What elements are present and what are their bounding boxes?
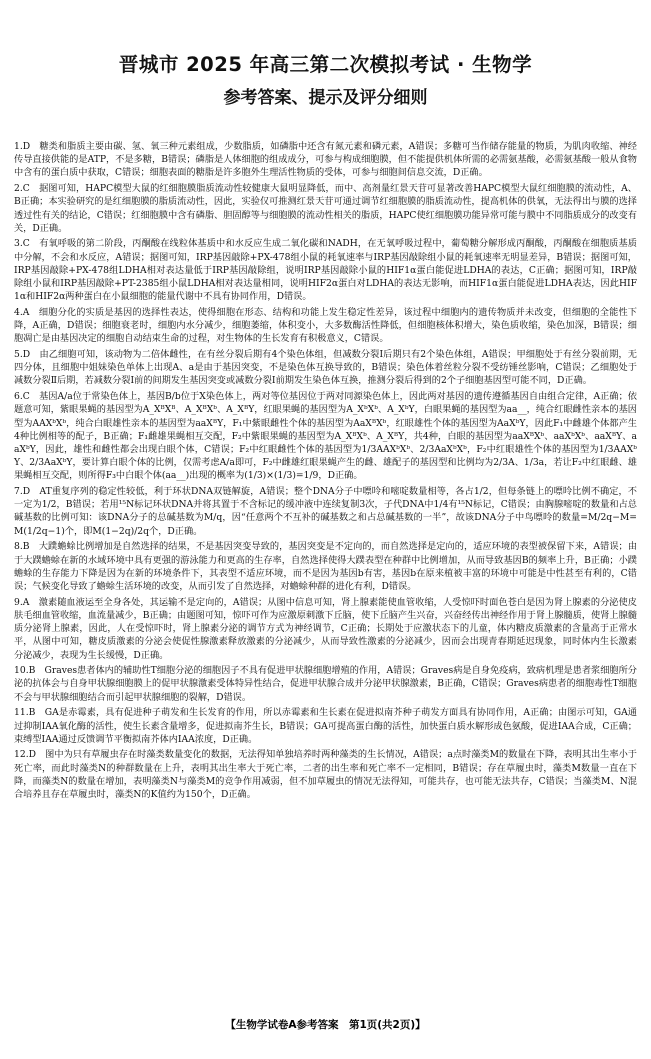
- answer-item-9: 9.A 激素随血液运至全身各处，其运输不是定向的，A错误；从图中信息可知，肾上腺素能使血管收缩，人受惊吓时面色苍白是因为肾上腺素的分泌使皮肤毛细血管收缩，血流量减少，B正确；由题图可知，惊吓可作为应激原刺激下丘脑，使下丘脑产生兴奋，兴奋经传出神经作用于肾上腺髓质，使肾上腺髓质分泌肾上腺素，因此，人在受惊吓时，肾上腺素分泌的调节方式为神经调节，C正确；长期处于应激状态下的儿童，体内糖皮质激素的含量高于正常水平，从图中可知，糖皮质激素的分泌会使促性腺激素释放激素的分泌减少，从而导致性激素的分泌减少，因而会出现青春期延迟现象，同时体内生长激素分泌减少，表现为生长缓慢，D正确。: [14, 596, 637, 661]
- answer-item-10: 10.B Graves患者体内的辅助性T细胞分泌的细胞因子不具有促进甲状腺细胞增殖的作用，A错误；Graves病是自身免疫病，致病机理是患者浆细胞所分泌的抗体会与自身甲状腺细胞膜上的促甲状腺激素受体特异性结合，促进甲状腺合成并分泌甲状腺激素，B正确，C错误；Graves病患者的细胞毒性T细胞不会与甲状腺细胞结合而引起甲状腺细胞的裂解，D错误。: [14, 665, 637, 703]
- answer-item-8: 8.B 大蹼蟾蜍比例增加是自然选择的结果，不是基因突变导致的，基因突变是不定向的，而自然选择是定向的，适应环境的表型被保留下来，A错误；由于大蹼蟾蜍在新的水域环境中具有更强的游泳能力和更高的生存率，自然选择使得大蹼表型在种群中比例增加，从而导致基因B的频率上升，B正确；小蹼蟾蜍的生存能力下降是因为在新的环境条件下，其表型不适应环境，而不是因为基因b有害，基因b在原来植被丰富的环境中可能是中性甚至有利的，C错误；气候变化导致了蟾蜍生活环境的改变，从而引发了自然选择，对蟾蜍种群的进化有利，D错误。: [14, 541, 637, 592]
- answer-list: [14, 140, 637, 801]
- answer-item-3: 3.C 有氧呼吸的第二阶段，丙酮酸在线粒体基质中和水反应生成二氧化碳和NADH，在无氧呼吸过程中，葡萄糖分解形成丙酮酸，丙酮酸在细胞质基质中分解，不会和水反应，A错误；据图可知，IRP基因敲除+PX-478组小鼠的耗氧速率与IRP基因敲除组小鼠的耗氧速率无明显差异，B错误；据图可知，IRP基因敲除+PX-478组LDHA相对表达量低于IRP基因敲除组，说明IRP基因敲除小鼠的HIF1α蛋白能促进LDHA的表达，C正确；据图可知，IRP敲除组小鼠和IRP基因敲除+PT-2385组小鼠LDHA相对表达量相同，说明HIF2α蛋白对LDHA的表达无影响，而HIF1α蛋白能促进LDHA表达，因此HIF1α和HIF2α两种蛋白在小鼠细胞的能量代谢中不具有协同作用，D错误。: [14, 238, 637, 303]
- page-footer: 【生物学试卷A参考答案 第1页(共2页)】: [225, 1019, 426, 1031]
- answer-item-1: 1.D 糖类和脂质主要由碳、氢、氧三种元素组成，少数脂质，如磷脂中还含有氮元素和磷元素，A错误；多糖可当作储存能量的物质，为肌肉收缩、神经传导直接供能的是ATP，不是多糖，B错误；磷脂是人体细胞的组成成分，可参与构成细胞膜，但不能提供机体所需的必需氨基酸，必需氨基酸一般从食物中含有的蛋白质中获取，C错误；细胞表面的糖脂是许多胞外生理活性物质的受体，可参与细胞间信息交流，D正确。: [14, 141, 637, 179]
- page-title: 晋城市 2025 年高三第二次模拟考试 · 生物学: [118, 53, 533, 76]
- answer-item-4: 4.A 细胞分化的实质是基因的选择性表达，使得细胞在形态、结构和功能上发生稳定性差异，该过程中细胞内的遗传物质并未改变，但细胞的全能性下降，A正确，D错误；细胞衰老时，细胞内水分减少，细胞萎缩，体积变小，大多数酶活性降低，但细胞核体积增大，染色质收缩，染色加深，B错误；细胞凋亡是由基因决定的细胞自动结束生命的过程，对生物体的生长发育有积极意义，C错误。: [14, 306, 637, 345]
- answer-item-11: 11.B GA是赤霉素，具有促进种子萌发和生长发育的作用，所以赤霉素和生长素在促进拟南芥种子萌发方面具有协同作用，A正确；由图示可知，GA通过抑制IAA氧化酶的活性，使生长素含量增多，促进拟南芥生长，B错误；GA可提高蛋白酶的活性，加快蛋白质水解形成色氨酸，促进IAA合成，C正确；束缚型IAA通过反馈调节平衡拟南芥体内IAA浓度，D正确。: [14, 707, 637, 745]
- answer-item-6: 6.C 基因A/a位于常染色体上，基因B/b位于X染色体上，两对等位基因位于两对同源染色体上，因此两对基因的遗传遵循基因自由组合定律，A正确；依题意可知，紫眼果蝇的基因型为A_XᴮXᴮ、A_XᴮXᵇ、A_XᴮY，红眼果蝇的基因型为A_XᵇXᵇ、A_XᵇY，白眼果蝇的基因型为aa__，纯合红眼雌性亲本的基因型为AAXᵇXᵇ，纯合白眼雄性亲本的基因型为aaXᴮY，F₁中紫眼雌性个体的基因型为AaXᴮXᵇ，红眼雄性个体的基因型为AaXᵇY，因此F₁中雌雄个体都产生4种比例相等的配子，B正确；F₁雌雄果蝇相互交配，F₂中紫眼果蝇的基因型为A_XᴮXᵇ、A_XᴮY，共4种，白眼的基因型为aaXᴮXᵇ、aaXᵇXᵇ、aaXᴮY、aaXᵇY，因此，雄性和雌性都会出现白眼个体，C错误；F₂中红眼雌性个体的基因型为1/3AAXᵇXᵇ、2/3AaXᵇXᵇ，F₂中红眼雄性个体的基因型为1/3AAXᵇY、2/3AaXᵇY，要计算白眼个体的比例，仅需考虑A/a即可，F₂中雌雄红眼果蝇产生的雌、雄配子的基因型和比例均为2/3A、1/3a，若让F₂中红眼雌、雄果蝇相互交配，则所得F₃中白眼个体(aa__)出现的概率为(1/3)×(1/3)=1/9，D正确。: [14, 391, 637, 482]
- answer-item-2: 2.C 据图可知，HAPC模型大鼠的红细胞膜脂质流动性较健康大鼠明显降低，而中、高剂量红景天苷可显著改善HAPC模型大鼠红细胞膜的流动性，A、B正确；本实验研究的是红细胞膜的脂质流动性，因此，实验仅可推测红景天苷可通过调节红细胞膜的脂质流动性，提高机体的供氧，无法得出与膜的选择透过性有关的结论，C错误；红细胞膜中含有磷脂、胆固醇等与细胞膜的流动性相关的脂质，HAPC使红细胞膜功能异常可能与膜中不同脂质成分的改变有关，D正确。: [14, 183, 637, 234]
- answer-item-7: 7.D AT重复序列的稳定性较低，利于环状DNA双链解旋，A错误；整个DNA分子中嘌呤和嘧啶数量相等，各占1/2，但每条链上的嘌呤比例不确定，不一定为1/2，B错误；若用¹⁵N标记环状DNA并将其置于不含标记的缓冲液中连续复制3次，子代DNA中1/4有¹⁵N标记，C错误；由胸腺嘧啶的数量和占总碱基数的比例可知：该DNA分子的总碱基数为M/q，因“任意两个不互补的碱基数之和占总碱基数的一半”，故该DNA分子中鸟嘌呤的数量=M/2q−M=M(1/2q−1)个，即M(1−2q)/2q个，D正确。: [14, 486, 637, 537]
- page-subtitle: 参考答案、提示及评分细则: [223, 88, 428, 108]
- answer-item-5: 5.D 由乙细胞可知，该动物为二倍体雌性，在有丝分裂后期有4个染色体组，但减数分裂Ⅰ后期只有2个染色体组，A错误；甲细胞处于有丝分裂前期，无四分体，且细胞中姐妹染色单体上出现A、a是由于基因突变，不是染色体互换导致的，B错误；染色体着丝粒分裂不受纺锤丝影响，C错误；乙细胞处于减数分裂Ⅱ后期，若减数分裂Ⅰ前的间期发生基因突变或减数分裂Ⅰ前期发生染色体互换，推测分裂后得到的2个子细胞基因型可能不同，D正确。: [14, 349, 637, 387]
- answer-item-12: 12.D 图中为只有草履虫存在时藻类数量变化的数据，无法得知单独培养时两种藻类的生长情况，A错误；a点时藻类M的数量在下降，表明其出生率小于死亡率，而此时藻类N的种群数量在上升，表明其出生率大于死亡率，二者的出生率和死亡率不一定相同，B错误；存在草履虫时，藻类M数量一直在下降，而藻类N的数量在增加，表明藻类N与藻类M的竞争作用减弱，但不加草履虫的情况无法得知，可能共存，也可能无法共存，C错误；当藻类M、N混合培养且存在草履虫时，藻类N的K值约为150个，D正确。: [14, 749, 637, 801]
